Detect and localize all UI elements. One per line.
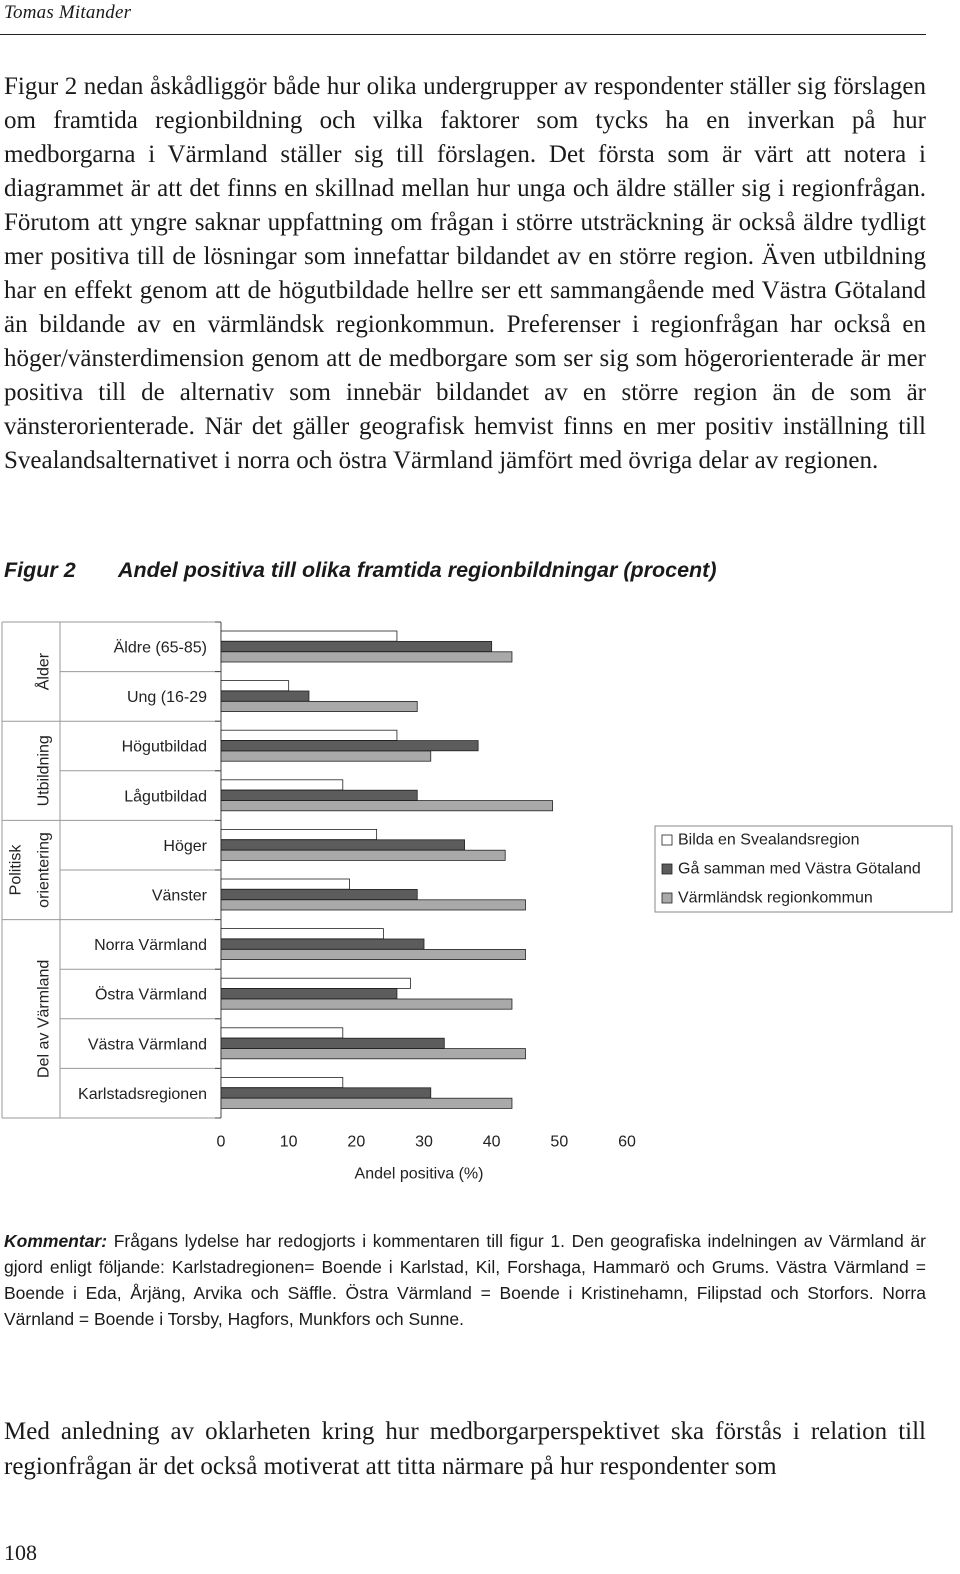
- legend-label: Värmländsk regionkommun: [678, 889, 873, 907]
- bar: [221, 701, 417, 711]
- bar: [221, 889, 417, 899]
- group-label: Ålder: [35, 652, 53, 691]
- bar: [221, 730, 397, 740]
- bar: [221, 850, 505, 860]
- body-paragraph-2: Med anledning av oklarheten kring hur medborgarperspektivet ska förstås i relation till regionfrågan är det också motiverat att titta närmare på hur respondenter som: [4, 1418, 926, 1480]
- x-tick-label: 30: [415, 1133, 433, 1151]
- bar: [221, 1049, 526, 1059]
- x-tick-label: 60: [618, 1133, 636, 1151]
- comment-text: Frågans lydelse har redogjorts i kommentaren till figur 1. Den geografiska indelningen av Värmland är gjord enligt följande: Karlstadregionen= Boende i Karlstad, Kil, Forshaga, Hammarö och Grums. Västra Värmland = Boende i Eda, Årjäng, Arvika och Säffle. Östra Värmland = Boende i Kristinehamn, Filipstad och Storfors. Norra Värnland = Boende i Torsby, Hagfors, Munkfors och Sunne.: [4, 1231, 926, 1329]
- bar: [221, 840, 465, 850]
- category-label: Höger: [163, 837, 207, 855]
- running-head: Tomas Mitander: [4, 2, 132, 23]
- bar: [221, 780, 343, 790]
- category-label: Norra Värmland: [94, 937, 207, 955]
- figure-title: Andel positiva till olika framtida regionbildningar (procent): [118, 558, 717, 582]
- x-axis-label: Andel positiva (%): [354, 1165, 484, 1183]
- legend-swatch: [662, 893, 672, 903]
- bar: [221, 939, 424, 949]
- bar: [221, 999, 512, 1009]
- header-rule: [0, 34, 926, 35]
- group-label: orientering: [35, 832, 53, 908]
- x-tick-label: 40: [482, 1133, 501, 1151]
- legend-label: Bilda en Svealandsregion: [678, 831, 860, 849]
- bar: [221, 691, 309, 701]
- category-label: Lågutbildad: [124, 788, 207, 806]
- x-tick-label: 20: [347, 1133, 366, 1151]
- figure-number: Figur 2: [4, 558, 76, 582]
- group-label: Utbildning: [35, 735, 53, 807]
- category-label: Ung (16-29: [126, 689, 207, 707]
- bar: [221, 801, 553, 811]
- bar-chart: [0, 600, 960, 1200]
- bar: [221, 790, 417, 800]
- bar: [221, 1038, 444, 1048]
- bar: [221, 949, 526, 959]
- figure-comment: [4, 1228, 926, 1332]
- x-tick-label: 50: [550, 1133, 569, 1151]
- bar: [221, 1098, 512, 1108]
- category-label: Äldre (65-85): [113, 639, 207, 657]
- bar: [221, 929, 383, 939]
- category-label: Vänster: [151, 887, 207, 905]
- bar: [221, 829, 377, 839]
- bar: [221, 751, 431, 761]
- x-tick-label: 10: [279, 1133, 298, 1151]
- category-label: Västra Värmland: [87, 1036, 207, 1054]
- bar: [221, 631, 397, 641]
- page-number: 108: [4, 1540, 37, 1565]
- group-label: Del av Värmland: [35, 959, 53, 1078]
- bar: [221, 989, 397, 999]
- x-tick-label: 0: [216, 1133, 226, 1151]
- legend-swatch: [662, 835, 672, 845]
- legend-label: Gå samman med Västra Götaland: [678, 860, 921, 878]
- bar: [221, 681, 289, 691]
- bar: [221, 741, 478, 751]
- category-label: Östra Värmland: [94, 986, 207, 1004]
- bar: [221, 879, 350, 889]
- bar: [221, 978, 410, 988]
- body-paragraph: Figur 2 nedan åskådliggör både hur olika undergrupper av respondenter ställer sig förslagen om framtida regionbildning och vilka faktorer som tycks ha en inverkan på hur medborgarna i Värmland ställer sig till förslagen. Det första som är värt att notera i diagrammet är att det finns en skillnad mellan hur unga och äldre ställer sig i regionfrågan. Förutom att yngre saknar uppfattning om frågan i större utsträckning är också äldre tydligt mer positiva till de lösningar som innefattar bildandet av en större region. Även utbildning har en effekt genom att de högutbildade hellre ser ett sammangående med Västra Götaland än bildande av en värmländsk regionkommun. Preferenser i regionfrågan har också en höger/vänsterdimension genom att de medborgare som ser sig som högerorienterade är mer positiva till de alternativ som innebär bildandet av en större region än de som är vänsterorienterade. När det gäller geografisk hemvist finns en mer positiv inställning till Svealandsalternativet i norra och östra Värmland jämfört med övriga delar av regionen.: [4, 73, 926, 474]
- bar: [221, 1028, 343, 1038]
- comment-label: Kommentar:: [4, 1231, 108, 1251]
- bar: [221, 1088, 431, 1098]
- category-label: Karlstadsregionen: [78, 1085, 207, 1103]
- legend-swatch: [662, 864, 672, 874]
- bar: [221, 652, 512, 662]
- group-label: Politisk: [7, 844, 25, 896]
- category-label: Högutbildad: [121, 738, 207, 756]
- bar: [221, 1077, 343, 1087]
- bar: [221, 641, 492, 651]
- bar: [221, 900, 526, 910]
